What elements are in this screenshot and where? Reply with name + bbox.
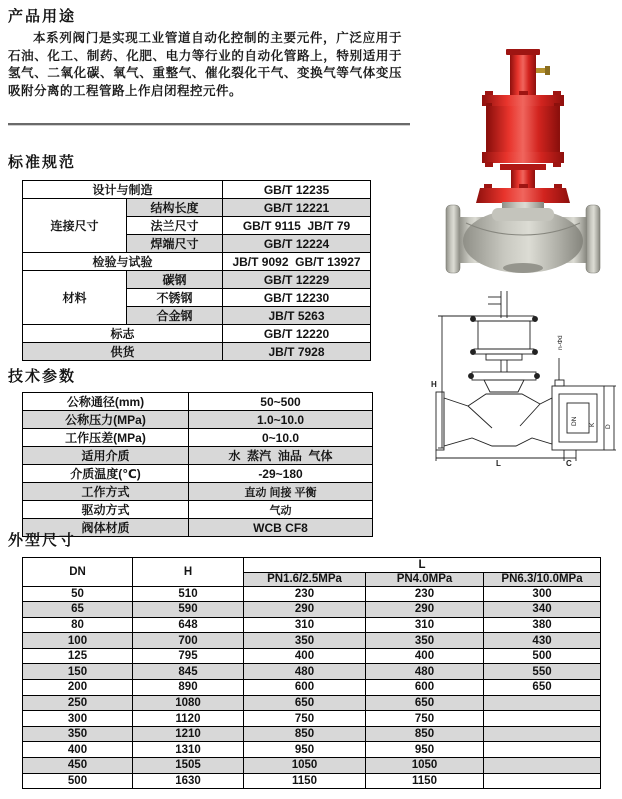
table-cell: 1210 — [133, 726, 244, 742]
table-row — [23, 483, 373, 501]
section-divider — [8, 123, 410, 126]
bolt — [471, 350, 476, 355]
table-cell: 400 — [366, 648, 484, 664]
valve-photo — [432, 45, 614, 275]
table-cell: 648 — [133, 617, 244, 633]
table-cell: 230 — [366, 586, 484, 602]
table-cell: 250 — [23, 695, 133, 711]
table-cell: 700 — [133, 633, 244, 649]
usage-paragraph: 本系列阀门是实现工业管道自动化控制的主要元件，广泛应用于石油、化工、制药、化肥、电力等行业的自动化管路上，特别适用于氢气、二氧化碳、氧气、重整气、催化裂化干气、变换气等气体变压吸附分离的工程管路上作启闭程控元件。 — [8, 31, 402, 98]
dim-label-h: H — [431, 380, 437, 389]
table-cell: 法兰尺寸 — [127, 217, 223, 235]
table-cell: 1150 — [366, 773, 484, 789]
table-cell: JB/T 9092 GB/T 13927 — [223, 253, 371, 271]
table-cell: 750 — [366, 711, 484, 727]
table-row — [23, 586, 601, 602]
tech-heading: 技术参数 — [8, 368, 77, 385]
left-flange — [446, 205, 460, 273]
body-detail — [520, 404, 540, 426]
table-cell: WCB CF8 — [189, 519, 373, 537]
table-cell: 430 — [484, 633, 601, 649]
dim-label-l: L — [496, 459, 501, 468]
table-cell: 590 — [133, 602, 244, 618]
table-cell: 工作方式 — [23, 483, 189, 501]
standards-mark-label: 标志 — [23, 325, 223, 343]
table-cell: 340 — [484, 602, 601, 618]
valve-dimension-drawing — [428, 288, 620, 468]
table-cell: 1150 — [244, 773, 366, 789]
usage-heading: 产品用途 — [8, 8, 77, 25]
flange-lug — [553, 162, 561, 167]
table-cell: JB/T 5263 — [223, 307, 371, 325]
yoke-flange — [472, 372, 536, 380]
table-row — [23, 742, 601, 758]
table-cell: 1050 — [366, 758, 484, 774]
table-cell: 230 — [244, 586, 366, 602]
actuator-flange — [486, 354, 522, 360]
body-detail — [468, 406, 492, 428]
actuator-top-cylinder — [510, 55, 536, 95]
table-cell: 公称压力(MPa) — [23, 411, 189, 429]
table-cell: 450 — [23, 758, 133, 774]
table-row — [23, 602, 601, 618]
table-cell: 碳钢 — [127, 271, 223, 289]
table-cell: 300 — [23, 711, 133, 727]
table-cell: 845 — [133, 664, 244, 680]
table-cell: GB/T 12230 — [223, 289, 371, 307]
standards-inspect-label: 检验与试验 — [23, 253, 223, 271]
bolt — [533, 317, 538, 322]
bolt — [533, 350, 538, 355]
dim-label-d: D — [605, 424, 612, 429]
bonnet — [484, 380, 524, 392]
table-row — [23, 773, 601, 789]
table-cell: 1080 — [133, 695, 244, 711]
table-cell: 水 蒸汽 油品 气体 — [189, 447, 373, 465]
table-cell: 1120 — [133, 711, 244, 727]
left-flange-outline — [436, 392, 444, 450]
table-cell: 200 — [23, 680, 133, 696]
table-row — [23, 711, 601, 727]
table-cell: 80 — [23, 617, 133, 633]
dims-col-pn1: PN1.6/2.5MPa — [244, 573, 366, 587]
bolt — [469, 374, 474, 379]
table-cell: 890 — [133, 680, 244, 696]
table-cell — [484, 726, 601, 742]
table-cell: 1050 — [244, 758, 366, 774]
table-cell: 介质温度(℃) — [23, 465, 189, 483]
table-cell: 50~500 — [189, 393, 373, 411]
table-row — [23, 429, 373, 447]
table-row — [23, 343, 371, 361]
table-cell: 290 — [244, 602, 366, 618]
table-row — [23, 558, 601, 573]
table-cell: 550 — [484, 664, 601, 680]
table-row — [23, 253, 371, 271]
table-row — [23, 393, 373, 411]
table-cell: 公称通径(mm) — [23, 393, 189, 411]
table-cell — [484, 711, 601, 727]
standards-design-label: 设计与制造 — [23, 181, 223, 199]
actuator-cylinder-body — [488, 106, 558, 154]
valve-body — [446, 202, 600, 273]
table-cell: 510 — [133, 586, 244, 602]
table-cell: 阀体材质 — [23, 519, 189, 537]
table-cell: 750 — [244, 711, 366, 727]
body-outline — [444, 394, 552, 446]
table-cell: 适用介质 — [23, 447, 189, 465]
table-row — [23, 726, 601, 742]
table-cell: GB/T 12221 — [223, 199, 371, 217]
table-row — [23, 617, 601, 633]
table-cell: 300 — [484, 586, 601, 602]
table-row — [23, 633, 601, 649]
table-cell: 850 — [244, 726, 366, 742]
dim-label-bolts: n-Φd — [557, 335, 564, 350]
actuator-upper-flange — [482, 95, 564, 106]
standards-heading: 标准规范 — [8, 154, 77, 171]
flange-end-outer — [552, 386, 604, 450]
actuator — [476, 49, 570, 203]
table-cell: GB/T 12235 — [223, 181, 371, 199]
bonnet-boss — [492, 208, 554, 221]
table-cell: 直动 间接 平衡 — [189, 483, 373, 501]
table-cell: 290 — [366, 602, 484, 618]
table-cell: 795 — [133, 648, 244, 664]
actuator-lower-flange — [482, 152, 564, 163]
table-cell — [484, 695, 601, 711]
table-cell: JB/T 7928 — [223, 343, 371, 361]
standards-material-group-cell: 材料 — [23, 271, 127, 325]
flange-end-mid — [559, 394, 597, 442]
table-row — [23, 271, 371, 289]
table-cell: 950 — [244, 742, 366, 758]
table-cell: 500 — [23, 773, 133, 789]
bottom-boss — [503, 263, 543, 273]
table-cell: 气动 — [189, 501, 373, 519]
right-flange — [586, 205, 600, 273]
bolt — [471, 317, 476, 322]
table-row — [23, 411, 373, 429]
table-cell: 400 — [23, 742, 133, 758]
standards-table — [22, 180, 371, 361]
flange-lug — [485, 162, 493, 167]
table-cell: 0~10.0 — [189, 429, 373, 447]
bolt — [535, 374, 540, 379]
table-cell: 不锈钢 — [127, 289, 223, 307]
table-cell: 结构长度 — [127, 199, 223, 217]
table-cell: 65 — [23, 602, 133, 618]
table-row — [23, 465, 373, 483]
table-cell: 850 — [366, 726, 484, 742]
table-cell: GB/T 9115 JB/T 79 — [223, 217, 371, 235]
table-cell — [484, 758, 601, 774]
dims-col-pn2: PN4.0MPa — [366, 573, 484, 587]
standards-supply-label: 供货 — [23, 343, 223, 361]
table-cell: 950 — [366, 742, 484, 758]
dim-label-c: C — [566, 459, 572, 468]
table-cell: 600 — [244, 680, 366, 696]
table-cell: 焊端尺寸 — [127, 235, 223, 253]
table-cell: 1.0~10.0 — [189, 411, 373, 429]
table-cell: -29~180 — [189, 465, 373, 483]
table-row — [23, 680, 601, 696]
table-row — [23, 447, 373, 465]
table-cell: 380 — [484, 617, 601, 633]
dims-col-pn3: PN6.3/10.0MPa — [484, 573, 601, 587]
table-cell: GB/T 12224 — [223, 235, 371, 253]
table-row — [23, 501, 373, 519]
tech-params-table — [22, 392, 373, 537]
table-cell: 600 — [366, 680, 484, 696]
table-cell: 350 — [244, 633, 366, 649]
table-cell: 480 — [244, 664, 366, 680]
dim-label-dn: DN — [571, 416, 578, 426]
table-cell: 1630 — [133, 773, 244, 789]
table-cell: 合金钢 — [127, 307, 223, 325]
dims-col-l: L — [244, 558, 601, 573]
dims-col-dn: DN — [23, 558, 133, 587]
table-cell: 150 — [23, 664, 133, 680]
table-cell — [484, 773, 601, 789]
dims-col-h: H — [133, 558, 244, 587]
table-cell: GB/T 12220 — [223, 325, 371, 343]
table-cell: 500 — [484, 648, 601, 664]
table-cell: 驱动方式 — [23, 501, 189, 519]
table-cell: 工作压差(MPa) — [23, 429, 189, 447]
actuator-outline — [478, 321, 530, 349]
actuator-bottom-plate — [474, 349, 534, 354]
dim-label-k: K — [589, 422, 596, 427]
actuator-spacer — [500, 164, 546, 170]
table-cell: 650 — [366, 695, 484, 711]
standards-connect-group-cell: 连接尺寸 — [23, 199, 127, 253]
dimensions-table — [22, 557, 601, 789]
table-cell: 350 — [23, 726, 133, 742]
table-cell: 480 — [366, 664, 484, 680]
table-cell: 1505 — [133, 758, 244, 774]
table-cell: 650 — [244, 695, 366, 711]
table-cell: 125 — [23, 648, 133, 664]
actuator-top-plate — [474, 316, 534, 321]
table-cell: 400 — [244, 648, 366, 664]
table-cell — [484, 742, 601, 758]
table-row — [23, 325, 371, 343]
table-row — [23, 664, 601, 680]
actuator-mount-flange — [476, 188, 570, 203]
table-row — [23, 181, 371, 199]
actuator-top-cap — [506, 49, 540, 55]
table-cell: 310 — [366, 617, 484, 633]
table-cell: 350 — [366, 633, 484, 649]
dims-heading: 外型尺寸 — [8, 532, 77, 549]
bolt-hole-detail — [555, 380, 564, 386]
table-row — [23, 758, 601, 774]
table-row — [23, 695, 601, 711]
table-cell: 50 — [23, 586, 133, 602]
table-row — [23, 199, 371, 217]
table-cell: GB/T 12229 — [223, 271, 371, 289]
table-cell: 310 — [244, 617, 366, 633]
table-cell: 650 — [484, 680, 601, 696]
table-cell: 100 — [23, 633, 133, 649]
table-cell: 1310 — [133, 742, 244, 758]
table-row — [23, 648, 601, 664]
air-fitting-nut — [545, 66, 550, 75]
